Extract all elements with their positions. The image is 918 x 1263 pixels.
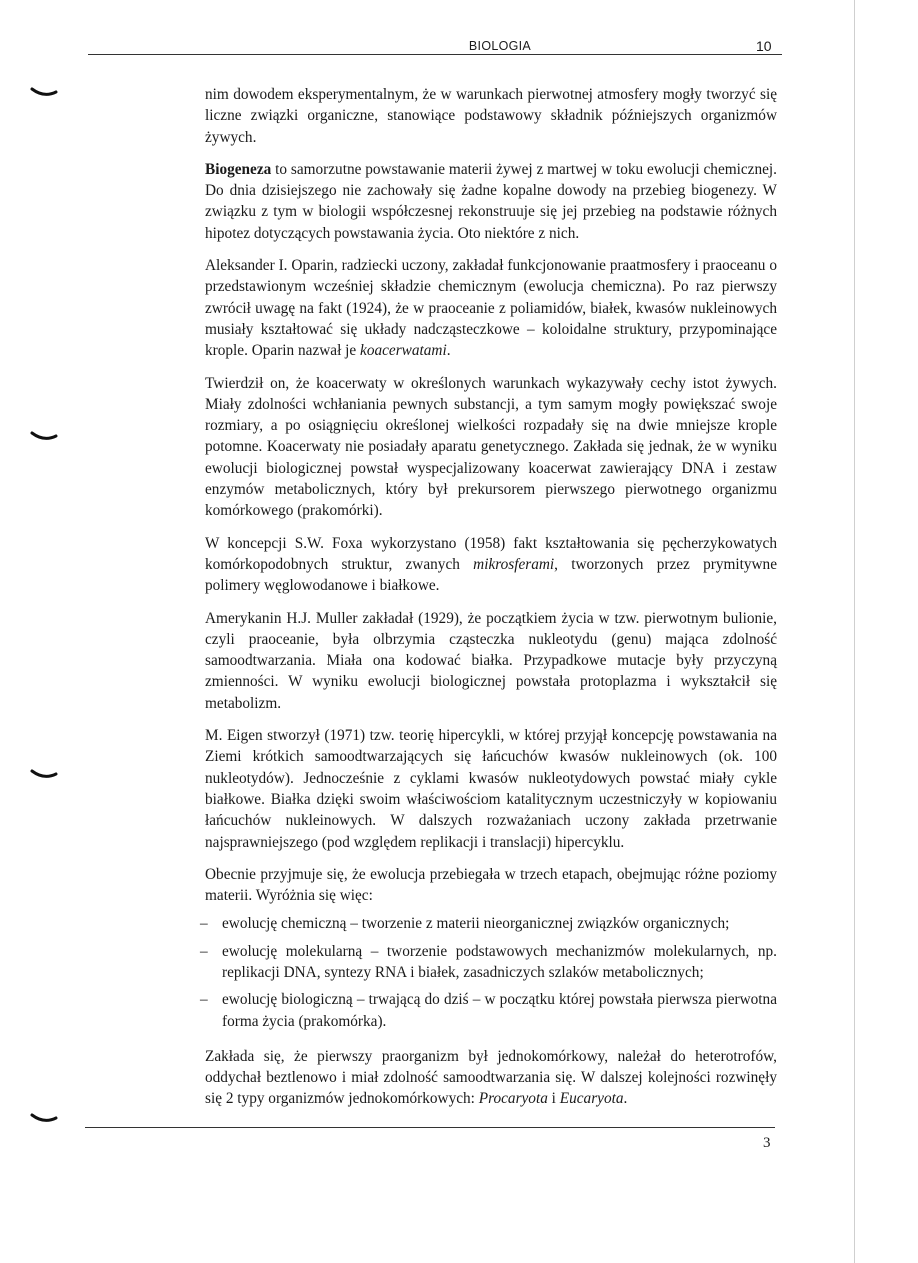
paragraph: nim dowodem eksperymentalnym, że w warunkach pierwotnej atmosfery mogły tworzyć się liczne związki organiczne, stanowiące podstawowy składnik późniejszych organizmów żywych. [205, 86, 777, 146]
italic-term: Eucaryota [559, 1090, 624, 1108]
paragraph: Zakłada się, że pierwszy praorganizm był jednokomórkowy, należał do heterotrofów, oddychał beztlenowo i miał zdolność samoodtwarzania się. W dalszej kolejności rozwinęły się 2 typy organizmów jednokomórkowych: Procaryota i Eucaryota. [205, 1047, 777, 1108]
list-item: – ewolucję biologiczną – trwającą do dziś – w początku której powstała pierwsza pierwotna forma życia (prakomórka). [200, 991, 777, 1030]
binder-hole-mark [30, 84, 58, 100]
list-item: – ewolucję chemiczną – tworzenie z materii nieorganicznej związków organicznych; [200, 913, 777, 934]
running-header-number: 10 [756, 38, 772, 54]
page-edge-line [854, 0, 855, 1263]
binder-hole-mark [30, 1110, 58, 1126]
list-dash: – [200, 915, 208, 933]
header-rule [88, 54, 782, 55]
paragraph: Obecnie przyjmuje się, że ewolucja przebiegała w trzech etapach, obejmując różne poziomy materii. Wyróżnia się więc: [205, 865, 777, 905]
paragraph: Amerykanin H.J. Muller zakładał (1929), że początkiem życia w tzw. pierwotnym bulionie, czyli praoceanie, była olbrzymia cząsteczka nukleotydu (genu) mająca zdolność samoodtwarzania. Miała ona kodować białka. Przypadkowe mutacje były przyczyną zmienności. W wyniku ewolucji biologicznej powstała protoplazma i wykształcił się metabolizm. [205, 609, 777, 712]
list-dash: – [200, 942, 208, 960]
running-header-title: BIOLOGIA [468, 39, 532, 53]
italic-term: koacerwatami [360, 342, 447, 360]
paragraph: Aleksander I. Oparin, radziecki uczony, zakładał funkcjonowanie praatmosfery i praoceanu o przedstawionym wcześniej składzie chemicznym (ewolucja chemiczna). Po raz pierwszy zwrócił uwagę na fakt (1924), że w praoceanie z poliamidów, białek, kwasów nukleinowych musiały kształtować się układy nadcząsteczkowe – koloidalne struktury, przypominające krople. Oparin nazwał je koacerwatami. [205, 257, 777, 360]
italic-term: mikrosferami [473, 555, 555, 573]
paragraph: W koncepcji S.W. Foxa wykorzystano (1958) fakt kształtowania się pęcherzykowatych komórkopodobnych struktur, zwanych mikrosferami, tworzonych przez prymitywne polimery węglowodanowe i białkowe. [205, 534, 777, 595]
list-dash: – [200, 991, 208, 1009]
page-body [200, 84, 777, 1121]
paragraph: M. Eigen stworzył (1971) tzw. teorię hipercykli, w której przyjął koncepcję powstawania na Ziemi krótkich samoodtwarzających się łańcuchów kwasów nukleinowych (ok. 100 nukleotydów). Jednocześnie z cyklami kwasów nukleotydowych powstać miały cykle białkowe. Białka dzięki swoim właściwościom katalitycznym uczestniczyły w kopiowaniu łańcuchów nukleinowych. W dalszych rozważaniach uczony zakłada przetrwanie najsprawniejszego (pod względem replikacji i translacji) hipercyklu. [205, 727, 777, 851]
italic-term: Procaryota [478, 1090, 548, 1108]
binder-hole-mark [30, 428, 58, 444]
list-item: – ewolucję molekularną – tworzenie podstawowych mechanizmów molekularnych, np. replikacji DNA, syntezy RNA i białek, zasadniczych szlaków metabolicznych; [200, 942, 777, 981]
footer-rule [85, 1127, 775, 1128]
paragraph: Biogeneza to samorzutne powstawanie materii żywej z martwej w toku ewolucji chemicznej. Do dnia dzisiejszego nie zachowały się żadne kopalne dowody na przebieg biogenezy. W związku z tym w biologii współczesnej rekonstruuje się jej przebieg na podstawie różnych hipotez dotyczących powstawania życia. Oto niektóre z nich. [205, 160, 777, 242]
evolution-stages-list [200, 913, 777, 1031]
paragraph: Twierdził on, że koacerwaty w określonych warunkach wykazywały cechy istot żywych. Miały zdolności wchłaniania pewnych substancji, a tym samym mogły powiększać swoje rozmiary, a po osiągnięciu określonej wielkości rozpadały się na dwie mniejsze krople potomne. Koacerwaty nie posiadały aparatu genetycznego. Zakłada się jednak, że w wyniku ewolucji biologicznej powstał wyspecjalizowany koacerwat zawierający DNA i zestaw enzymów metabolicznych, który był prekursorem pierwszego pierwotnego organizmu komórkowego (prakomórki). [205, 374, 777, 520]
defined-term: Biogeneza [205, 160, 272, 178]
page-number: 3 [763, 1135, 771, 1151]
binder-hole-mark [30, 766, 58, 782]
